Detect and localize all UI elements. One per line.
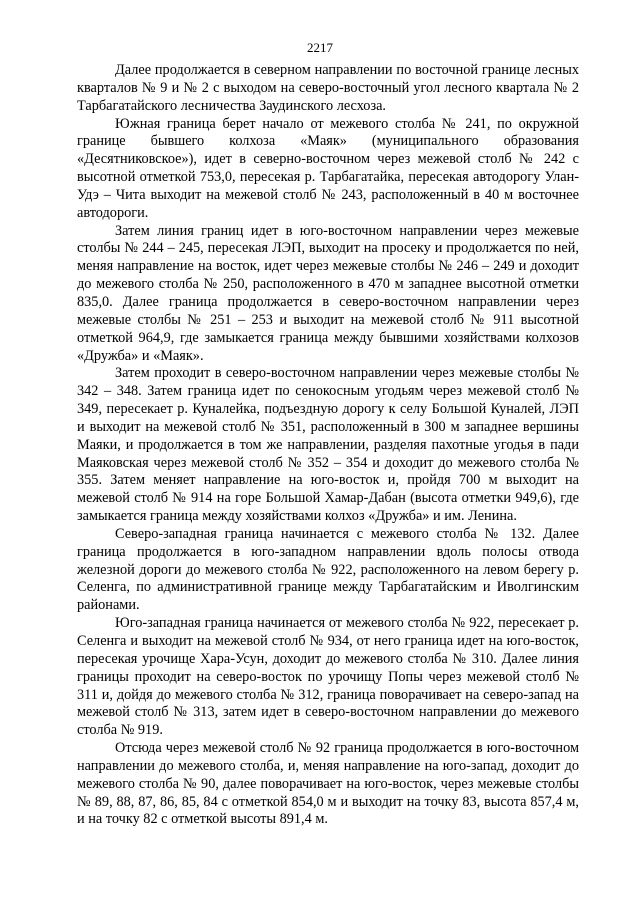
page-number: 2217 (307, 40, 333, 55)
paragraph-2: Южная граница берет начало от межевого столба № 241, по окружной границе бывшего колхоза «Маяк» (муниципального образования «Десятниковское»), идет в северно-восточном через межевой столб № 242 с высотной отметкой 753,0, пересекая р. Тарбагатайка, пересекая автодорогу Улан-Удэ – Чита выходит на межевой столб № 243, расположенный в 40 м восточнее автодороги. (77, 115, 579, 221)
paragraph-7: Отсюда через межевой столб № 92 граница продолжается в юго-восточном направлении до межевого столба, и, меняя направление на юго-запад, доходит до межевого столба № 90, далее поворачивает на юго-восток, через межевые столбы № 89, 88, 87, 86, 85, 84 с отметкой 854,0 м и выходит на точку 83, высота 857,4 м, и на точку 82 с отметкой высоты 891,4 м. (77, 740, 579, 828)
paragraph-5: Северо-западная граница начинается с межевого столба № 132. Далее граница продолжается в юго-западном направлении вдоль полосы отвода железной дороги до межевого столба № 922, расположенного на левом берегу р. Селенга, по административной границе между Тарбагатайским и Иволгинским районами. (77, 525, 579, 614)
paragraph-4: Затем проходит в северо-восточном направлении через межевые столбы № 342 – 348. Затем граница идет по сенокосным угодьям через межевой столб № 349, пересекает р. Куналейка, подъездную дорогу к селу Большой Куналей, ЛЭП и выходит на межевой столб № 351, расположенный в 300 м западнее вершины Маяки, и продолжается в том же направлении, разделяя пахотные угодья в пади Маяковская через межевой столб № 352 – 354 и доходит до межевого столба № 355. Затем меняет направление на юго-восток и, пройдя 700 м выходит на межевой столб № 914 на горе Большой Хамар-Дабан (высота отметки 949,6), где замыкается граница между хозяйствами колхоз «Дружба» и им. Ленина. (77, 365, 579, 525)
paragraph-6: Юго-западная граница начинается от межевого столба № 922, пересекает р. Селенга и выходит на межевой столб № 934, от него граница идет на юго-восток, пересекая урочище Хара-Усун, доходит до межевого столба № 310. Далее линия границы проходит на северо-восток по урочищу Попы через межевой столб № 311 и, дойдя до межевого столба № 312, граница поворачивает на северо-запад на межевой столб № 313, затем идет в северо-восточном направлении до межевого столба № 919. (77, 615, 579, 739)
paragraph-1: Далее продолжается в северном направлении по восточной границе лесных кварталов № 9 и № 2 с выходом на северо-восточный угол лесного квартала № 2 Тарбагатайского лесничества Заудинского лесхоза. (77, 62, 579, 114)
document-body (77, 62, 579, 829)
paragraph-3: Затем линия границ идет в юго-восточном направлении через межевые столбы № 244 – 245, пересекая ЛЭП, выходит на просеку и продолжается по ней, меняя направление на восток, идет через межевые столбы № 246 – 249 и доходит до межевого столба № 250, расположенного в 470 м западнее высотной отметки 835,0. Далее граница продолжается в северо-восточном направлении через межевые столбы № 251 – 253 и выходит на межевой столб № 911 высотной отметкой 964,9, где замыкается граница между бывшими хозяйствами колхозов «Дружба» и «Маяк». (77, 222, 579, 364)
